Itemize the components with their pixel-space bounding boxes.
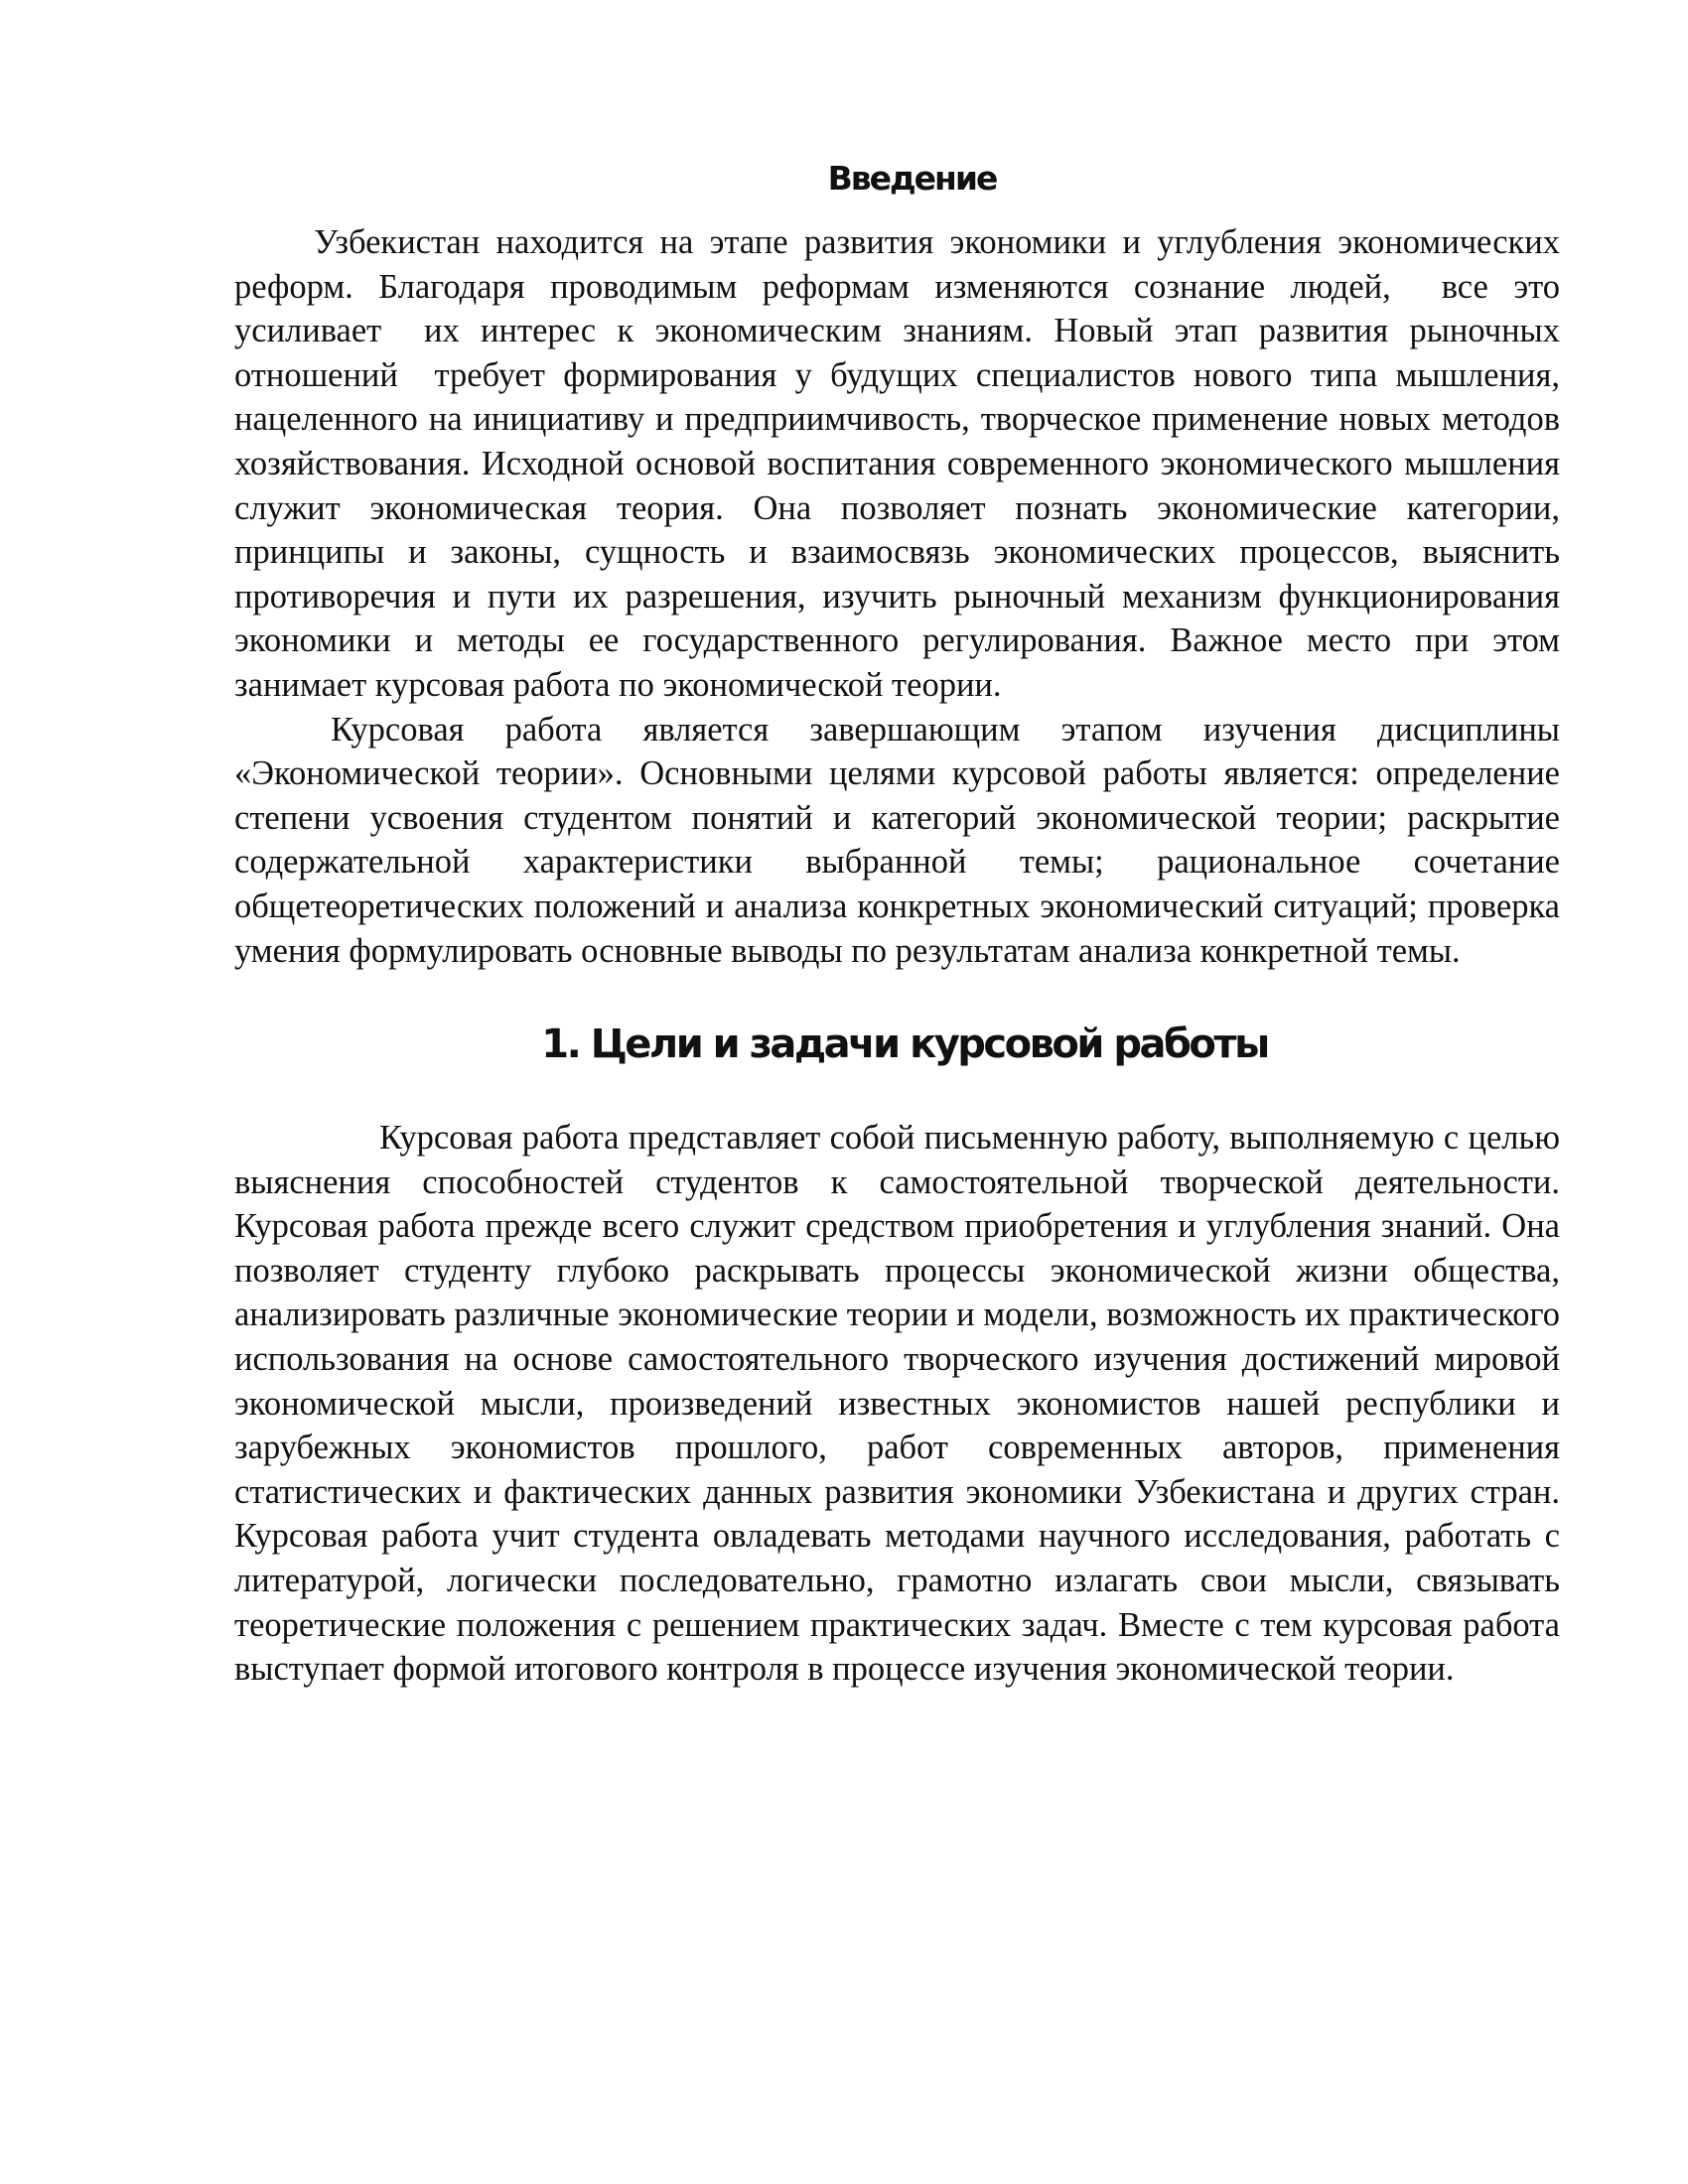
document-page [234,149,1569,1692]
intro-heading: Введение [827,159,997,198]
section-1-paragraph: Курсовая работа представляет собой письменную работу, выполняемую с целью выяснения способностей студентов к самостоятельной творческой деятельности. Курсовая работа прежде всего служит средством приобретения и углубления знаний. Она позволяет студенту глубоко раскрывать процессы экономической жизни общества, анализировать различные экономические теории и модели, возможность их практического использования на основе самостоятельного творческого изучения достижений мировой экономической мысли, произведений известных экономистов нашей республики и зарубежных экономистов прошлого, работ современных авторов, применения статистических и фактических данных развития экономики Узбекистана и других стран. Курсовая работа учит студента овладевать методами научного исследования, работать с литературой, логически последовательно, грамотно излагать свои мысли, связывать теоретические положения с решением практических задач. Вместе с тем курсовая работа выступает формой итогового контроля в процессе изучения экономической теории. [234,1119,1569,1689]
intro-paragraph-2: Курсовая работа является завершающим этапом изучения дисциплины «Экономической теории». Основными целями курсовой работы является: определение степени усвоения студентом понятий и категорий экономической теории; раскрытие содержательной характеристики выбранной темы; рациональное сочетание общетеоретических положений и анализа конкретных экономический ситуаций; проверка умения формулировать основные выводы по результатам анализа конкретной темы. [234,710,1569,970]
intro-paragraph-1: Узбекистан находится на этапе развития экономики и углубления экономических реформ. Благодаря проводимым реформам изменяются сознание людей, все это усиливает их интерес к экономическим знаниям. Новый этап развития рыночных отношений требует формирования у будущих специалистов нового типа мышления, нацеленного на инициативу и предприимчивость, творческое применение новых методов хозяйствования. Исходной основой воспитания современного экономического мышления служит экономическая теория. Она позволяет познать экономические категории, принципы и законы, сущность и взаимосвязь экономических процессов, выяснить противоречия и пути их разрешения, изучить рыночный механизм функционирования экономики и методы ее государственного регулирования. Важное место при этом занимает курсовая работа по экономической теории. [234,223,1569,704]
section-1-heading: 1. Цели и задачи курсовой работы [541,1022,1268,1068]
